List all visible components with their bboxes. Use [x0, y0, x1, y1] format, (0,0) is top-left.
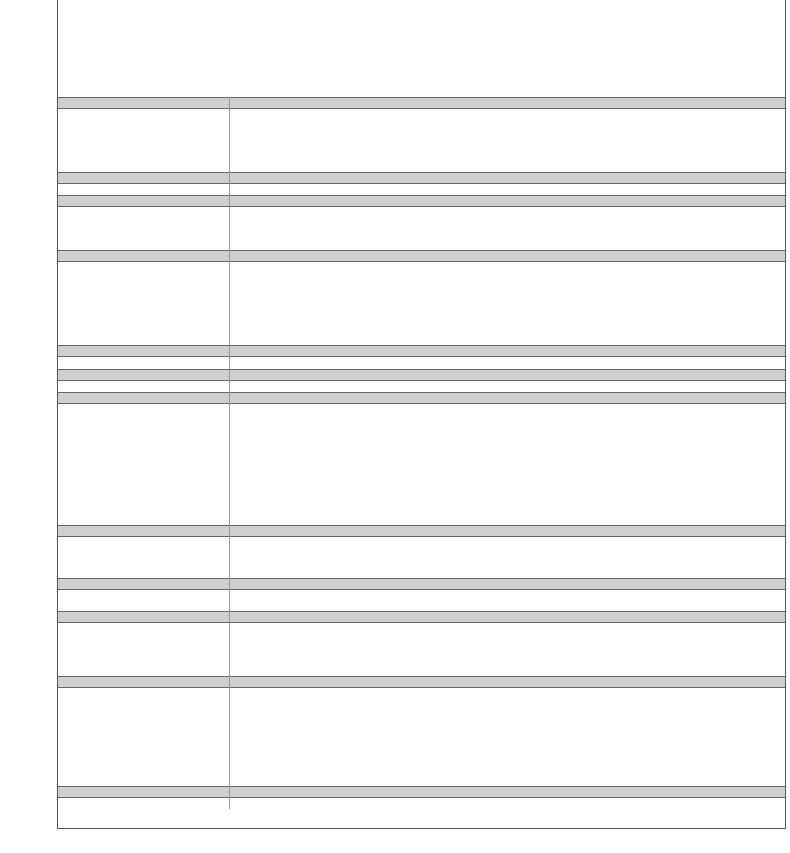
section-input: [58, 676, 785, 688]
section-tempco: [58, 345, 785, 357]
section-environment: [58, 611, 785, 623]
section-remote-sense: [58, 369, 785, 381]
section-analog: [58, 578, 785, 590]
section-dimensions: [58, 786, 785, 798]
section-front-panel: [58, 97, 785, 109]
section-protection: [58, 392, 785, 404]
label-column-divider: [229, 97, 230, 809]
section-output-response: [58, 195, 785, 207]
section-transient: [58, 172, 785, 184]
spec-sheet: [57, 0, 786, 829]
section-interface: [58, 525, 785, 537]
section-programming: [58, 250, 785, 262]
